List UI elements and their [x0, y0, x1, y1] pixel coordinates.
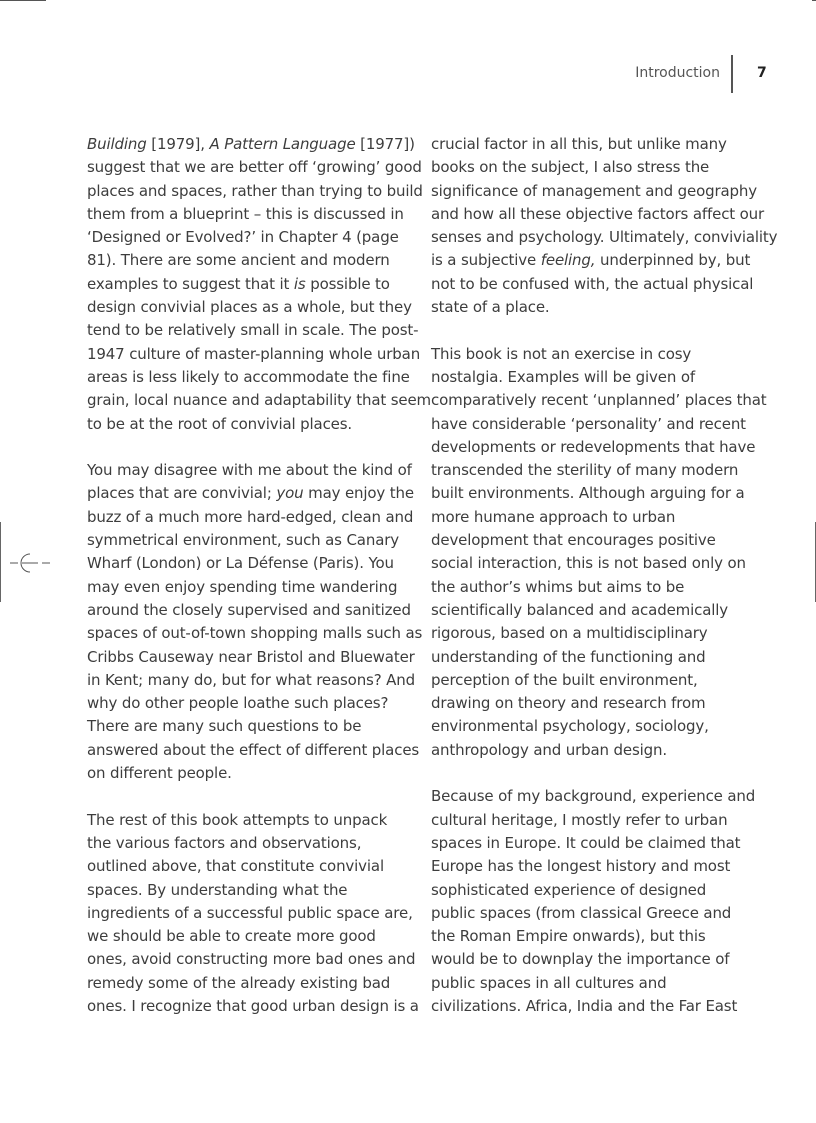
text-line: ‘Designed or Evolved?’ in Chapter 4 (page [87, 228, 399, 247]
text-line: the Roman Empire onwards), but this [431, 927, 706, 946]
page-number: 7 [757, 65, 767, 81]
text-line: You may disagree with me about the kind of [87, 461, 412, 480]
text-line: ones. I recognize that good urban design is a [87, 996, 419, 1015]
text-line: outlined above, that constitute convivial [87, 857, 384, 876]
text-line: cultural heritage, I mostly refer to urban [431, 810, 728, 829]
header-divider [731, 55, 733, 93]
text-line: not to be confused with, the actual physical [431, 274, 754, 293]
text-line: Wharf (London) or La Défense (Paris). You [87, 554, 394, 573]
text-line: is a subjective feeling, underpinned by, but [431, 251, 751, 270]
text-line: There are many such questions to be [87, 717, 362, 736]
text-line: spaces. By understanding what the [87, 880, 348, 899]
text-line: public spaces (from classical Greece and [431, 903, 732, 922]
text-line: environmental psychology, sociology, [431, 717, 709, 736]
text-line: public spaces in all cultures and [431, 973, 667, 992]
crop-mark-top-right [812, 0, 816, 1]
crop-mark-top-left [0, 0, 46, 1]
text-line: grain, local nuance and adaptability that seem [87, 391, 432, 410]
text-line: have considerable ‘personality’ and recent [431, 414, 746, 433]
text-line: The rest of this book attempts to unpack [87, 810, 388, 829]
registration-mark-icon [10, 551, 50, 575]
text-line: in Kent; many do, but for what reasons? And [87, 670, 415, 689]
paragraph [87, 459, 423, 785]
text-line: may even enjoy spending time wandering [87, 577, 398, 596]
text-line: development that encourages positive [431, 531, 716, 550]
text-line: comparatively recent ‘unplanned’ places that [431, 391, 767, 410]
text-line: crucial factor in all this, but unlike many [431, 135, 727, 153]
text-line: civilizations. Africa, India and the Far East [431, 996, 738, 1015]
right-column [431, 133, 778, 1042]
text-line: buzz of a much more hard-edged, clean and [87, 507, 414, 526]
text-line: them from a blueprint – this is discussed in [87, 204, 404, 223]
text-line: examples to suggest that it is possible to [87, 274, 390, 293]
text-line: scientifically balanced and academically [431, 600, 729, 619]
text-line: remedy some of the already existing bad [87, 973, 391, 992]
text-line: places and spaces, rather than trying to build [87, 181, 423, 200]
text-line: transcended the sterility of many modern [431, 461, 739, 480]
text-line: sophisticated experience of designed [431, 880, 707, 899]
text-line: places that are convivial; you may enjoy the [87, 484, 414, 503]
text-line: perception of the built environment, [431, 670, 698, 689]
text-line: significance of management and geography [431, 181, 757, 200]
text-line: tend to be relatively small in scale. The post- [87, 321, 419, 340]
text-line: social interaction, this is not based only on [431, 554, 746, 573]
text-line: state of a place. [431, 298, 550, 317]
text-line: the various factors and observations, [87, 833, 362, 852]
text-line: Cribbs Causeway near Bristol and Bluewater [87, 647, 415, 666]
text-line: answered about the effect of different places [87, 740, 420, 759]
text-line: nostalgia. Examples will be given of [431, 367, 695, 386]
text-line: 1947 culture of master-planning whole urban [87, 344, 421, 363]
text-line: spaces in Europe. It could be claimed that [431, 833, 741, 852]
text-line: the author’s whims but aims to be [431, 577, 685, 596]
text-line: anthropology and urban design. [431, 740, 667, 759]
text-line: on different people. [87, 764, 232, 783]
paragraph [431, 343, 767, 762]
text-line: senses and psychology. Ultimately, conviviality [431, 228, 778, 247]
text-line: rigorous, based on a multidisciplinary [431, 624, 708, 643]
text-line: Europe has the longest history and most [431, 857, 731, 876]
text-line: would be to downplay the importance of [431, 950, 730, 969]
text-line: why do other people loathe such places? [87, 694, 389, 713]
text-line: suggest that we are better off ‘growing’ good [87, 158, 422, 177]
text-line: built environments. Although arguing for a [431, 484, 745, 503]
text-line: symmetrical environment, such as Canary [87, 531, 399, 550]
text-line: ones, avoid constructing more bad ones and [87, 950, 416, 969]
text-line: ingredients of a successful public space are, [87, 903, 413, 922]
text-line: This book is not an exercise in cosy [431, 344, 692, 363]
text-line: drawing on theory and research from [431, 694, 706, 713]
text-line: Building [1979], A Pattern Language [1977]) [87, 135, 415, 153]
text-line: design convivial places as a whole, but they [87, 298, 412, 317]
text-line: around the closely supervised and sanitized [87, 600, 411, 619]
text-line: and how all these objective factors affect our [431, 204, 765, 223]
text-line: Because of my background, experience and [431, 787, 756, 806]
paragraph [87, 809, 419, 1019]
side-rule-left [0, 522, 1, 602]
paragraph [431, 133, 778, 319]
text-line: to be at the root of convivial places. [87, 414, 353, 433]
text-line: 81). There are some ancient and modern [87, 251, 390, 270]
text-line: areas is less likely to accommodate the fine [87, 367, 410, 386]
paragraph [87, 133, 432, 436]
text-line: more humane approach to urban [431, 507, 676, 526]
text-line: we should be able to create more good [87, 927, 376, 946]
text-line: books on the subject, I also stress the [431, 158, 710, 177]
running-head: Introduction [635, 65, 720, 81]
paragraph [431, 785, 756, 1018]
text-line: understanding of the functioning and [431, 647, 706, 666]
text-line: spaces of out-of-town shopping malls such as [87, 624, 423, 643]
left-column [87, 133, 432, 1042]
text-line: developments or redevelopments that have [431, 437, 756, 456]
